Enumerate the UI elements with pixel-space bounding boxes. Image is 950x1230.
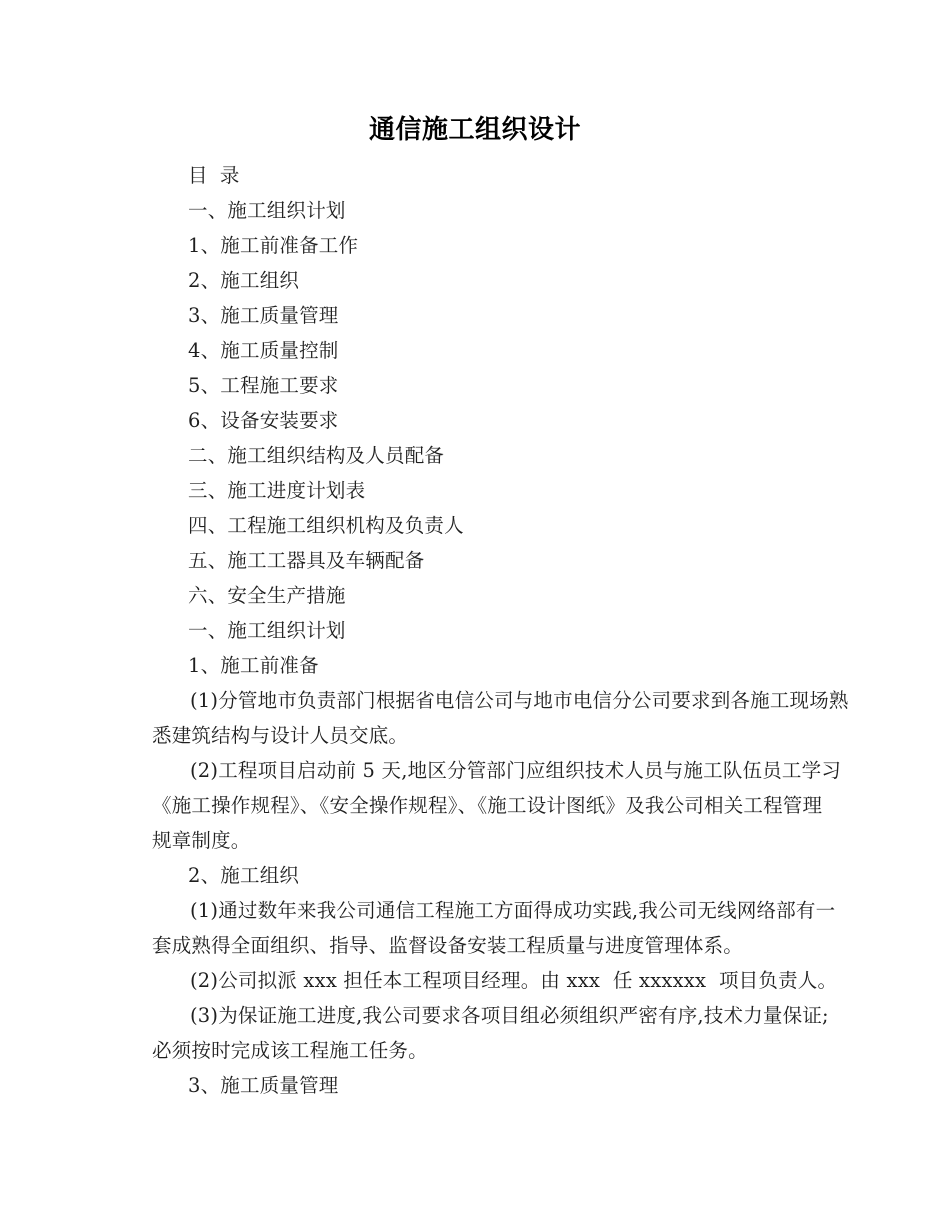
paragraph-line: 《施工操作规程》、《安全操作规程》、《施工设计图纸》及我公司相关工程管理 <box>152 794 823 817</box>
section-heading: 3、施工质量管理 <box>188 1074 339 1097</box>
paragraph-line: 套成熟得全面组织、指导、监督设备安装工程质量与进度管理体系。 <box>152 934 744 957</box>
toc-item: 六、安全生产措施 <box>188 584 346 607</box>
paragraph-line: (1)分管地市负责部门根据省电信公司与地市电信分公司要求到各施工现场熟 <box>190 689 849 712</box>
paragraph-line: 悉建筑结构与设计人员交底。 <box>152 724 409 747</box>
paragraph-line: (2)工程项目启动前 5 天,地区分管部门应组织技术人员与施工队伍员工学习 <box>190 759 842 782</box>
toc-item: 四、工程施工组织机构及负责人 <box>188 514 464 537</box>
toc-list <box>152 193 802 613</box>
section-heading: 2、施工组织 <box>188 864 300 887</box>
page-title: 通信施工组织设计 <box>368 115 581 145</box>
paragraph-line: (1)通过数年来我公司通信工程施工方面得成功实践,我公司无线网络部有一 <box>190 899 836 922</box>
toc-item: 1、施工前准备工作 <box>188 234 359 257</box>
toc-item: 6、设备安装要求 <box>188 409 339 432</box>
paragraph-line: (3)为保证施工进度,我公司要求各项目组必须组织严密有序,技术力量保证; <box>190 1004 829 1027</box>
toc-item: 二、施工组织结构及人员配备 <box>188 444 445 467</box>
toc-item: 三、施工进度计划表 <box>188 479 366 502</box>
paragraph-line: 规章制度。 <box>152 829 251 852</box>
paragraph-line: 必须按时完成该工程施工任务。 <box>152 1039 428 1062</box>
body-text <box>152 613 849 1103</box>
toc-heading: 目 录 <box>188 164 240 187</box>
section-heading: 1、施工前准备 <box>188 654 319 677</box>
toc-item: 3、施工质量管理 <box>188 304 339 327</box>
toc-item: 五、施工工器具及车辆配备 <box>188 549 425 572</box>
toc-item: 4、施工质量控制 <box>188 339 339 362</box>
paragraph-line: (2)公司拟派 xxx 担任本工程项目经理。由 xxx 任 xxxxxx 项目负责人。 <box>190 969 838 992</box>
toc-item: 5、工程施工要求 <box>188 374 339 397</box>
document-body <box>152 158 849 1103</box>
toc-item: 2、施工组织 <box>188 269 300 292</box>
section-heading: 一、施工组织计划 <box>188 619 346 642</box>
toc-item: 一、施工组织计划 <box>188 199 346 222</box>
